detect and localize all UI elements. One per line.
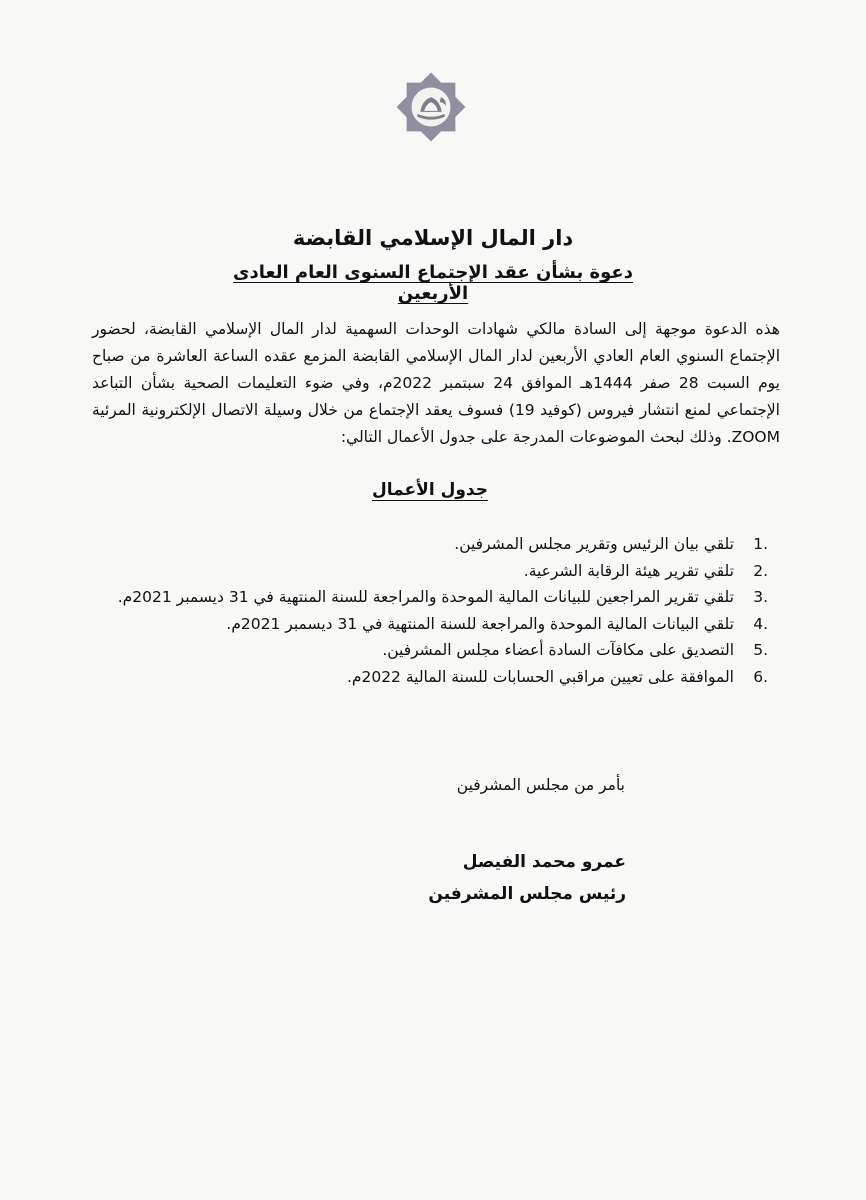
company-logo-icon [392, 68, 470, 146]
agenda-item-text: الموافقة على تعيين مراقبي الحسابات للسنة المالية 2022م. [346, 667, 734, 686]
document-title: دار المال الإسلامي القابضة [292, 226, 574, 250]
agenda-item-number: 6. [753, 667, 768, 686]
agenda-item-text: تلقي بيان الرئيس وتقرير مجلس المشرفين. [454, 535, 734, 553]
agenda-list [80, 535, 768, 694]
agenda-item [80, 615, 768, 642]
agenda-item [80, 562, 768, 589]
agenda-item-number: 1. [753, 535, 768, 553]
document-subtitle: دعوة بشأن عقد الإجتماع السنوى العام العادى الأربعين [233, 262, 633, 304]
signatory-name: عمرو محمد الفيصل [462, 852, 626, 872]
agenda-item-number: 2. [753, 561, 768, 580]
invitation-paragraph: هذه الدعوة موجهة إلى السادة مالكي شهادات الوحدات السهمية لدار المال الإسلامي القابضة، لحضور الإجتماع السنوي العام العادي الأربعين لدار المال الإسلامي القابضة المزمع عقده الساعة العاشرة من صباح يوم السبت 28 صفر 1444هـ الموافق 24 سبتمبر 2022م، وفي ضوء التعليمات الصحية بشأن التباعد الإجتماعي لمنع انتشار فيروس (كوفيد 19) فسوف يعقد الإجتماع من خلال وسيلة الاتصال الإلكترونية المرئية ZOOM. وذلك لبحث الموضوعات المدرجة على جدول الأعمال التالي: [92, 320, 780, 446]
by-order-line: بأمر من مجلس المشرفين [456, 776, 625, 794]
agenda-item [80, 535, 768, 562]
agenda-item [80, 641, 768, 668]
agenda-item [80, 668, 768, 695]
agenda-title: جدول الأعمال [372, 480, 488, 500]
agenda-item-text: تلقي البيانات المالية الموحدة والمراجعة للسنة المنتهية في 31 ديسمبر 2021م. [226, 614, 734, 633]
signatory-title: رئيس مجلس المشرفين [428, 884, 626, 904]
agenda-item-number: 5. [753, 641, 768, 659]
agenda-item-number: 4. [753, 614, 768, 633]
agenda-item [80, 588, 768, 615]
agenda-item-number: 3. [753, 588, 768, 606]
agenda-item-text: تلقي تقرير هيئة الرقابة الشرعية. [523, 561, 734, 580]
agenda-item-text: التصديق على مكافآت السادة أعضاء مجلس المشرفين. [382, 641, 734, 659]
agenda-item-text: تلقي تقرير المراجعين للبيانات المالية الموحدة والمراجعة للسنة المنتهية في 31 ديسمبر 2021م. [117, 588, 734, 606]
